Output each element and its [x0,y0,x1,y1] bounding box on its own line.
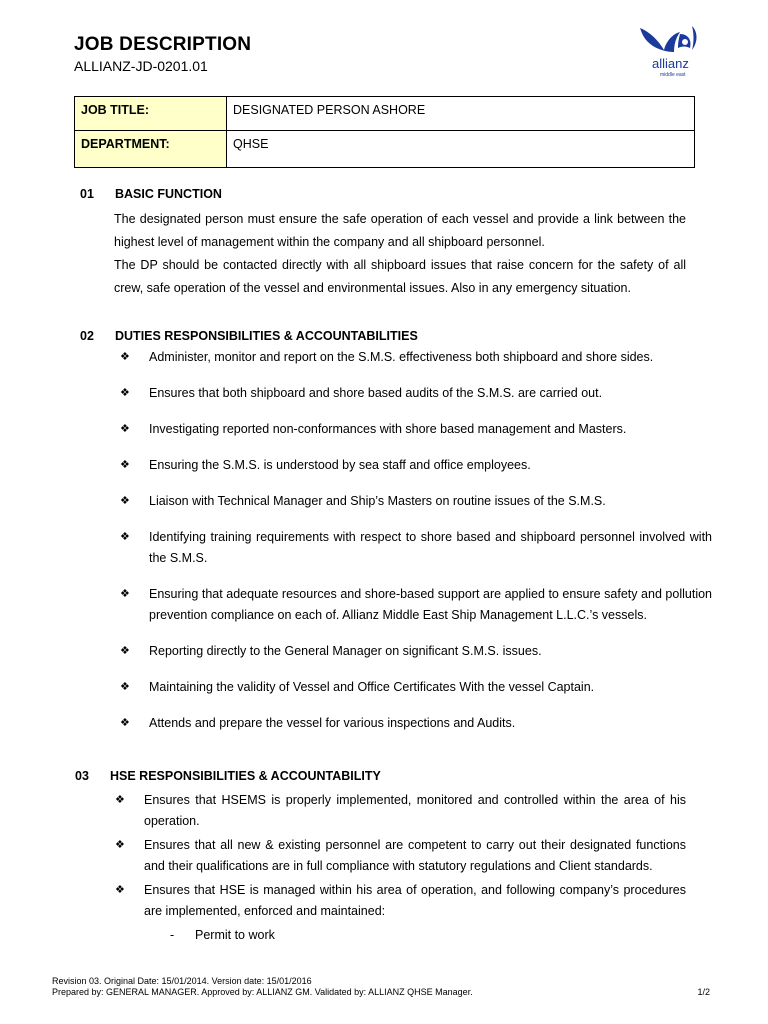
list-item: ❖ Investigating reported non-conformances with shore based management and Masters. [120,419,712,440]
bullet-diamond-icon: ❖ [120,387,130,399]
list-item: ❖ Liaison with Technical Manager and Ship’s Masters on routine issues of the S.M.S. [120,491,712,512]
footer-revision: Revision 03. Original Date: 15/01/2014. Version date: 15/01/2016 [52,976,312,986]
section-title: HSE RESPONSIBILITIES & ACCOUNTABILITY [110,769,381,783]
section-heading-hse [75,769,381,783]
bullet-diamond-icon: ❖ [120,531,130,543]
duties-list [120,347,712,734]
document-code: ALLIANZ-JD-0201.01 [74,58,208,74]
job-info-table [74,96,695,168]
list-item: ❖ Ensuring the S.M.S. is understood by sea staff and office employees. [120,455,712,476]
table-row [75,97,695,131]
document-title: JOB DESCRIPTION [74,34,252,55]
allianz-logo [636,24,702,80]
bullet-diamond-icon: ❖ [120,351,130,363]
bullet-diamond-icon: ❖ [115,794,125,806]
sub-list-item: - Permit to work [170,928,275,942]
list-item: ❖ Attends and prepare the vessel for various inspections and Audits. [120,713,712,734]
bullet-diamond-icon: ❖ [115,884,125,896]
bullet-diamond-icon: ❖ [120,588,130,600]
list-item: ❖ Ensures that HSEMS is properly implemented, monitored and controlled within the area of his operation. [115,790,686,832]
list-item: ❖ Administer, monitor and report on the S.M.S. effectiveness both shipboard and shore sides. [120,347,712,368]
list-item: ❖ Ensuring that adequate resources and shore-based support are applied to ensure safety and pollution prevention compliance on each of. Allianz Middle East Ship Management L.L.C.’s vessels. [120,584,712,626]
bullet-diamond-icon: ❖ [120,681,130,693]
dash-bullet-icon: - [170,928,175,942]
list-item: ❖ Maintaining the validity of Vessel and Office Certificates With the vessel Captain. [120,677,712,698]
document-footer [52,976,712,998]
bullet-diamond-icon: ❖ [120,645,130,657]
hse-list [115,790,686,922]
job-title-label: JOB TITLE: [75,97,227,131]
list-item: ❖ Ensures that all new & existing personnel are competent to carry out their designated functions and their qualifications are in full compliance with statutory regulations and Client standards. [115,835,686,877]
list-item: ❖ Ensures that HSE is managed within his area of operation, and following company’s procedures are implemented, enforced and maintained: [115,880,686,922]
bullet-diamond-icon: ❖ [120,717,130,729]
section-heading-basic-function [80,187,222,201]
bullet-diamond-icon: ❖ [115,839,125,851]
section-number: 01 [80,187,94,201]
logo-wordmark: allianz [652,56,689,71]
basic-function-paragraph-2: The DP should be contacted directly with all shipboard issues that raise concern for the safety of all crew, safe operation of the vessel and environmental issues. Also in any emergency situation. [114,258,686,295]
section-number: 03 [75,769,89,783]
section-title: DUTIES RESPONSIBILITIES & ACCOUNTABILITIES [115,329,418,343]
section-title: BASIC FUNCTION [115,187,222,201]
list-item: ❖ Reporting directly to the General Manager on significant S.M.S. issues. [120,641,712,662]
list-item: ❖ Identifying training requirements with respect to shore based and shipboard personnel involved with the S.M.S. [120,527,712,569]
bullet-diamond-icon: ❖ [120,459,130,471]
allianz-logo-icon [636,24,702,80]
bullet-diamond-icon: ❖ [120,495,130,507]
page-number: 1/2 [697,987,710,997]
department-value: QHSE [227,131,695,168]
section-heading-duties [80,329,418,343]
department-label: DEPARTMENT: [75,131,227,168]
logo-subtext: middle east [660,72,686,78]
bullet-diamond-icon: ❖ [120,423,130,435]
table-row [75,131,695,168]
footer-approvals: Prepared by: GENERAL MANAGER. Approved by: ALLIANZ GM. Validated by: ALLIANZ QHSE Manager. [52,987,473,997]
section-number: 02 [80,329,94,343]
list-item: ❖ Ensures that both shipboard and shore based audits of the S.M.S. are carried out. [120,383,712,404]
job-title-value: DESIGNATED PERSON ASHORE [227,97,695,131]
basic-function-paragraph-1: The designated person must ensure the safe operation of each vessel and provide a link between the highest level of management within the company and all shipboard personnel. [114,212,686,249]
